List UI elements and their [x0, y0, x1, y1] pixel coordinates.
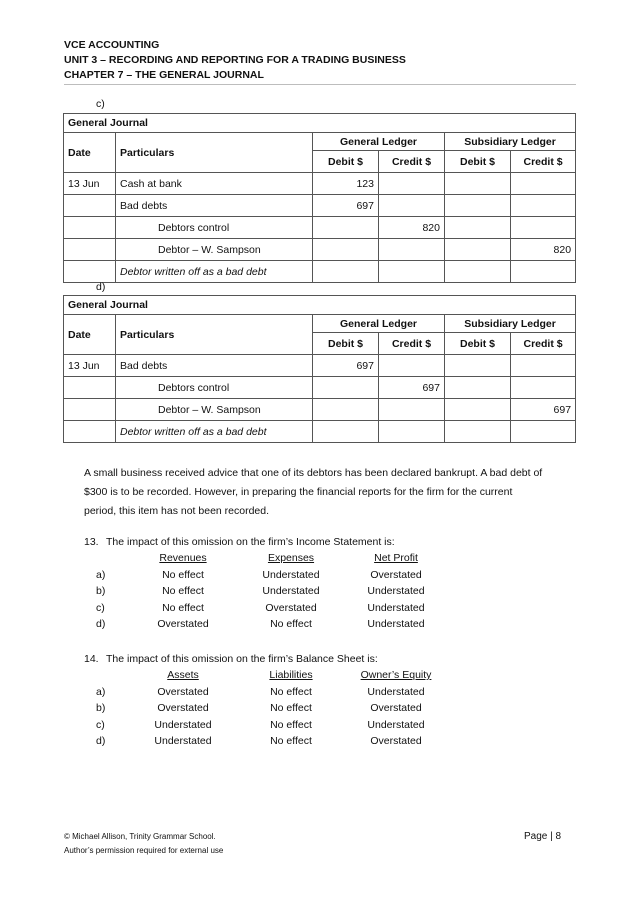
general-ledger-header: General Ledger [313, 315, 445, 333]
sl-credit-header: Credit $ [511, 151, 576, 173]
row-gl-credit [379, 261, 445, 283]
table-row [64, 217, 576, 239]
table-row [64, 239, 576, 261]
row-particulars: Debtor – W. Sampson [116, 399, 313, 421]
row-gl-debit: 697 [313, 195, 379, 217]
row-sl-debit [445, 377, 511, 399]
answer-option[interactable] [84, 733, 564, 750]
row-particulars: Cash at bank [116, 173, 313, 195]
particulars-header: Particulars [116, 133, 313, 173]
table-row [64, 261, 576, 283]
part-d-label: d) [96, 281, 106, 293]
particulars-header: Particulars [116, 315, 313, 355]
column-header: Owner’s Equity [360, 669, 432, 682]
row-sl-debit [445, 195, 511, 217]
row-gl-debit [313, 399, 379, 421]
footer-permission: Author’s permission required for external use [64, 846, 224, 855]
option-letter: a) [96, 568, 106, 581]
subsidiary-ledger-header: Subsidiary Ledger [445, 133, 576, 151]
gl-credit-header: Credit $ [379, 151, 445, 173]
row-sl-credit: 697 [511, 399, 576, 421]
header-divider [64, 84, 576, 85]
option-value: Understated [262, 568, 320, 581]
answer-option[interactable] [84, 684, 564, 701]
row-narration: Debtor written off as a bad debt [116, 421, 313, 443]
sl-debit-header: Debit $ [445, 333, 511, 355]
row-gl-debit: 697 [313, 355, 379, 377]
option-value: Understated [367, 718, 425, 731]
row-sl-credit [511, 217, 576, 239]
column-header: Liabilities [269, 669, 313, 682]
column-header: Revenues [159, 552, 207, 565]
gl-debit-header: Debit $ [313, 151, 379, 173]
sl-debit-header: Debit $ [445, 151, 511, 173]
journal-title: General Journal [64, 114, 576, 133]
row-gl-debit [313, 377, 379, 399]
answer-header-row [84, 550, 564, 567]
option-value: Overstated [157, 618, 209, 631]
option-value: Understated [367, 601, 425, 614]
row-gl-credit: 820 [379, 217, 445, 239]
row-date [64, 195, 116, 217]
option-value: No effect [270, 685, 312, 698]
general-ledger-header: General Ledger [313, 133, 445, 151]
date-header: Date [64, 133, 116, 173]
column-header: Expenses [267, 552, 315, 565]
row-sl-credit [511, 421, 576, 443]
option-letter: b) [96, 585, 106, 598]
option-value: Understated [154, 718, 212, 731]
table-row [64, 195, 576, 217]
option-value: Overstated [157, 702, 209, 715]
table-row [64, 173, 576, 195]
row-sl-debit [445, 421, 511, 443]
option-value: No effect [162, 585, 204, 598]
answer-option[interactable] [84, 583, 564, 600]
row-narration: Debtor written off as a bad debt [116, 261, 313, 283]
option-value: No effect [162, 601, 204, 614]
answer-option[interactable] [84, 700, 564, 717]
gl-credit-header: Credit $ [379, 333, 445, 355]
option-value: Understated [367, 685, 425, 698]
option-value: Understated [367, 585, 425, 598]
answer-header-row [84, 667, 564, 684]
option-value: No effect [270, 618, 312, 631]
option-value: No effect [270, 735, 312, 748]
question-stem: The impact of this omission on the firm’s Balance Sheet is: [106, 652, 378, 665]
row-sl-debit [445, 399, 511, 421]
document-header [64, 38, 574, 83]
row-sl-credit: 820 [511, 239, 576, 261]
row-gl-credit: 697 [379, 377, 445, 399]
row-date [64, 261, 116, 283]
option-letter: c) [96, 601, 105, 614]
scenario-line: period, this item has not been recorded. [84, 505, 270, 517]
row-gl-credit [379, 399, 445, 421]
row-gl-credit [379, 355, 445, 377]
row-gl-debit: 123 [313, 173, 379, 195]
header-chapter: CHAPTER 7 – THE GENERAL JOURNAL [64, 69, 264, 81]
subsidiary-ledger-header: Subsidiary Ledger [445, 315, 576, 333]
row-date [64, 239, 116, 261]
option-letter: d) [96, 618, 106, 631]
row-date [64, 377, 116, 399]
sl-credit-header: Credit $ [511, 333, 576, 355]
table-row [64, 421, 576, 443]
column-header: Net Profit [374, 552, 418, 565]
row-gl-credit [379, 173, 445, 195]
option-value: Overstated [370, 568, 422, 581]
option-value: No effect [162, 568, 204, 581]
row-date: 13 Jun [64, 355, 116, 377]
row-particulars: Debtor – W. Sampson [116, 239, 313, 261]
row-gl-credit [379, 239, 445, 261]
scenario-line: $300 is to be recorded. However, in preparing the financial reports for the firm for the current [84, 486, 513, 498]
header-subject: VCE ACCOUNTING [64, 39, 160, 51]
row-gl-debit [313, 239, 379, 261]
date-header: Date [64, 315, 116, 355]
row-sl-credit [511, 355, 576, 377]
row-sl-debit [445, 173, 511, 195]
column-header: Assets [167, 669, 199, 682]
option-value: Understated [262, 585, 320, 598]
general-journal-d [63, 295, 576, 443]
answer-option[interactable] [84, 616, 564, 633]
question-13 [84, 533, 564, 633]
header-unit: UNIT 3 – RECORDING AND REPORTING FOR A TRADING BUSINESS [64, 54, 406, 66]
question-14 [84, 650, 564, 750]
row-gl-debit [313, 217, 379, 239]
option-value: Overstated [157, 685, 209, 698]
scenario-line: A small business received advice that one of its debtors has been declared bankrupt. A bad debt of [84, 467, 543, 479]
option-letter: b) [96, 702, 106, 715]
answer-option[interactable] [84, 600, 564, 617]
option-value: Understated [154, 735, 212, 748]
row-sl-debit [445, 239, 511, 261]
table-row [64, 399, 576, 421]
row-particulars: Bad debts [116, 355, 313, 377]
row-sl-debit [445, 355, 511, 377]
question-number: 14. [84, 652, 99, 665]
row-sl-credit [511, 195, 576, 217]
page-number: Page | 8 [524, 831, 562, 842]
row-date [64, 217, 116, 239]
row-sl-debit [445, 217, 511, 239]
row-date [64, 399, 116, 421]
option-value: No effect [270, 718, 312, 731]
scenario-paragraph [84, 464, 564, 521]
answer-option[interactable] [84, 717, 564, 734]
row-particulars: Debtors control [116, 377, 313, 399]
option-letter: a) [96, 685, 106, 698]
row-sl-credit [511, 261, 576, 283]
option-value: Overstated [265, 601, 317, 614]
row-gl-credit [379, 195, 445, 217]
row-sl-credit [511, 173, 576, 195]
footer-copyright: © Michael Allison, Trinity Grammar School. [64, 832, 216, 841]
part-c-label: c) [96, 98, 105, 110]
question-number: 13. [84, 535, 99, 548]
row-gl-credit [379, 421, 445, 443]
row-sl-credit [511, 377, 576, 399]
answer-option[interactable] [84, 567, 564, 584]
general-journal-c [63, 113, 576, 283]
footer-credits [64, 830, 223, 858]
gl-debit-header: Debit $ [313, 333, 379, 355]
row-date [64, 421, 116, 443]
option-letter: d) [96, 735, 106, 748]
option-value: Overstated [370, 735, 422, 748]
row-gl-debit [313, 261, 379, 283]
question-stem: The impact of this omission on the firm’s Income Statement is: [106, 535, 395, 548]
row-gl-debit [313, 421, 379, 443]
journal-title: General Journal [64, 296, 576, 315]
option-letter: c) [96, 718, 105, 731]
option-value: No effect [270, 702, 312, 715]
option-value: Overstated [370, 702, 422, 715]
row-date: 13 Jun [64, 173, 116, 195]
row-sl-debit [445, 261, 511, 283]
table-row [64, 377, 576, 399]
row-particulars: Debtors control [116, 217, 313, 239]
table-row [64, 355, 576, 377]
row-particulars: Bad debts [116, 195, 313, 217]
option-value: Understated [367, 618, 425, 631]
